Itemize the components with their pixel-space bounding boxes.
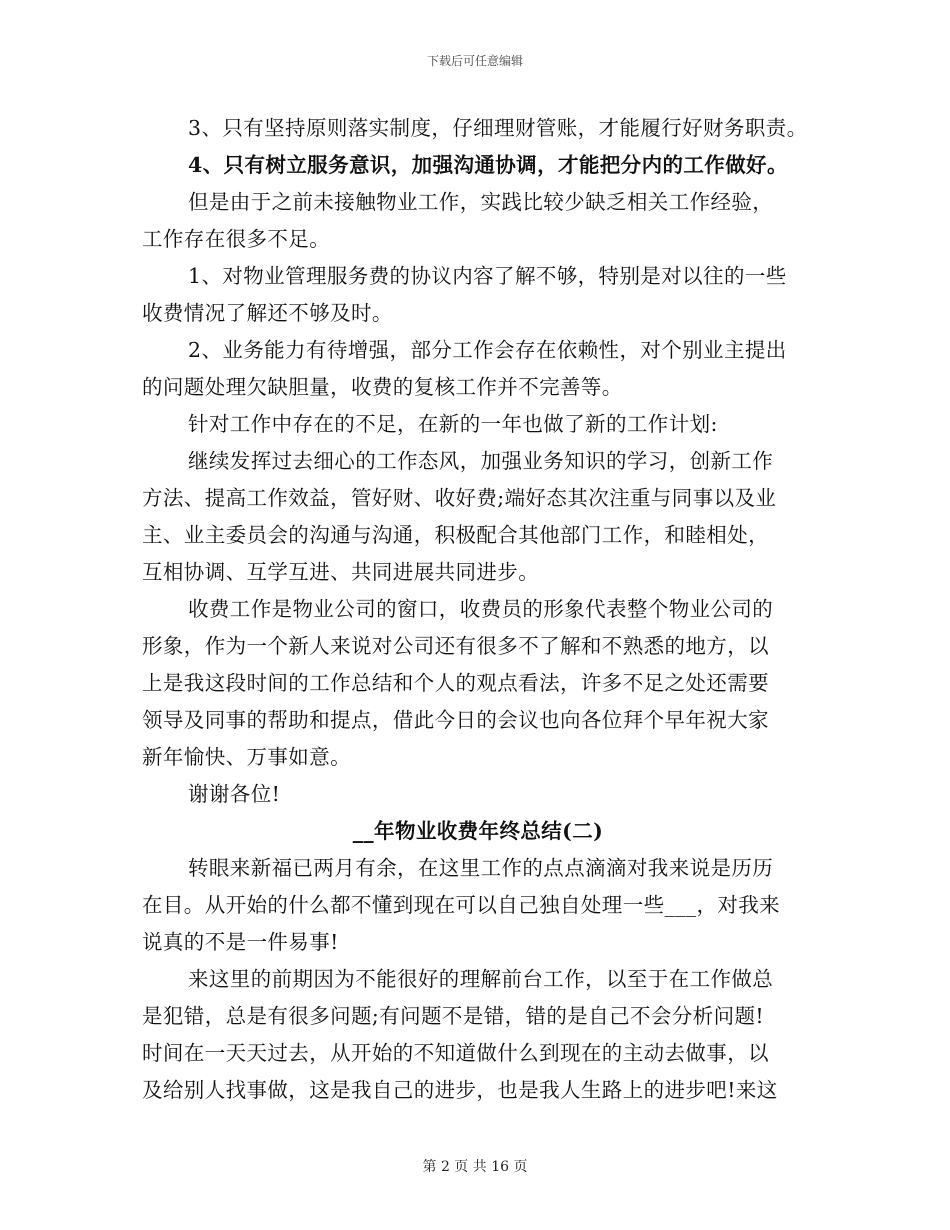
text-line: 1、对物业管理服务费的协议内容了解不够，特别是对以往的一些	[188, 264, 787, 288]
text-line: 上是我这段时间的工作总结和个人的观点看法，许多不足之处还需要	[142, 671, 769, 695]
text-line: 谢谢各位!	[188, 782, 281, 806]
text-line: 收费情况了解还不够及时。	[142, 301, 393, 325]
text-line: 针对工作中存在的不足，在新的一年也做了新的工作计划:	[188, 412, 718, 436]
text-line: 转眼来新福已两月有余，在这里工作的点点滴滴对我来说是历历	[188, 856, 774, 880]
document-body	[142, 110, 814, 1109]
text-line: 领导及同事的帮助和提点，借此今日的会议也向各位拜个早年祝大家	[142, 708, 769, 732]
text-line: 形象，作为一个新人来说对公司还有很多不了解和不熟悉的地方，以	[142, 634, 769, 658]
section-title: __年物业收费年终总结(二)	[352, 819, 604, 843]
text-line: 但是由于之前未接触物业工作，实践比较少缺乏相关工作经验，	[188, 190, 774, 214]
text-line: 说真的不是一件易事!	[142, 930, 339, 954]
text-line: 是犯错，总是有很多问题;有问题不是错，错的是自己不会分析问题!	[142, 1004, 765, 1028]
text-line: 方法、提高工作效益，管好财、收好费;端好态其次注重与同事以及业	[142, 486, 777, 510]
text-line: 在目。从开始的什么都不懂到现在可以自己独自处理一些___，对我来	[142, 893, 781, 917]
text-line: 工作存在很多不足。	[142, 227, 331, 251]
text-line: 时间在一天天过去，从开始的不知道做什么到现在的主动去做事，以	[142, 1041, 769, 1065]
text-line: 的问题处理欠缺胆量，收费的复核工作并不完善等。	[142, 375, 623, 399]
text-line: 3、只有坚持原则落实制度，仔细理财管账，才能履行好财务职责。	[188, 116, 808, 140]
text-line-bold: 4、只有树立服务意识，加强沟通协调，才能把分内的工作做好。	[188, 153, 788, 177]
text-line: 收费工作是物业公司的窗口，收费员的形象代表整个物业公司的	[188, 597, 774, 621]
text-line: 主、业主委员会的沟通与沟通，积极配合其他部门工作，和睦相处，	[142, 523, 769, 547]
text-line: 新年愉快、万事如意。	[142, 745, 351, 769]
text-line: 互相协调、互学互进、共同进展共同进步。	[142, 560, 540, 584]
text-line: 继续发挥过去细心的工作态风，加强业务知识的学习，创新工作	[188, 449, 774, 473]
text-line: 来这里的前期因为不能很好的理解前台工作，以至于在工作做总	[188, 967, 774, 991]
text-line: 及给别人找事做，这是我自己的进步，也是我人生路上的进步吧!来这	[142, 1078, 778, 1102]
text-line: 2、业务能力有待增强，部分工作会存在依赖性，对个别业主提出	[188, 338, 787, 362]
page-header-note: 下载后可任意编辑	[426, 54, 523, 68]
page-number-footer: 第 2 页 共 16 页	[422, 1159, 528, 1175]
